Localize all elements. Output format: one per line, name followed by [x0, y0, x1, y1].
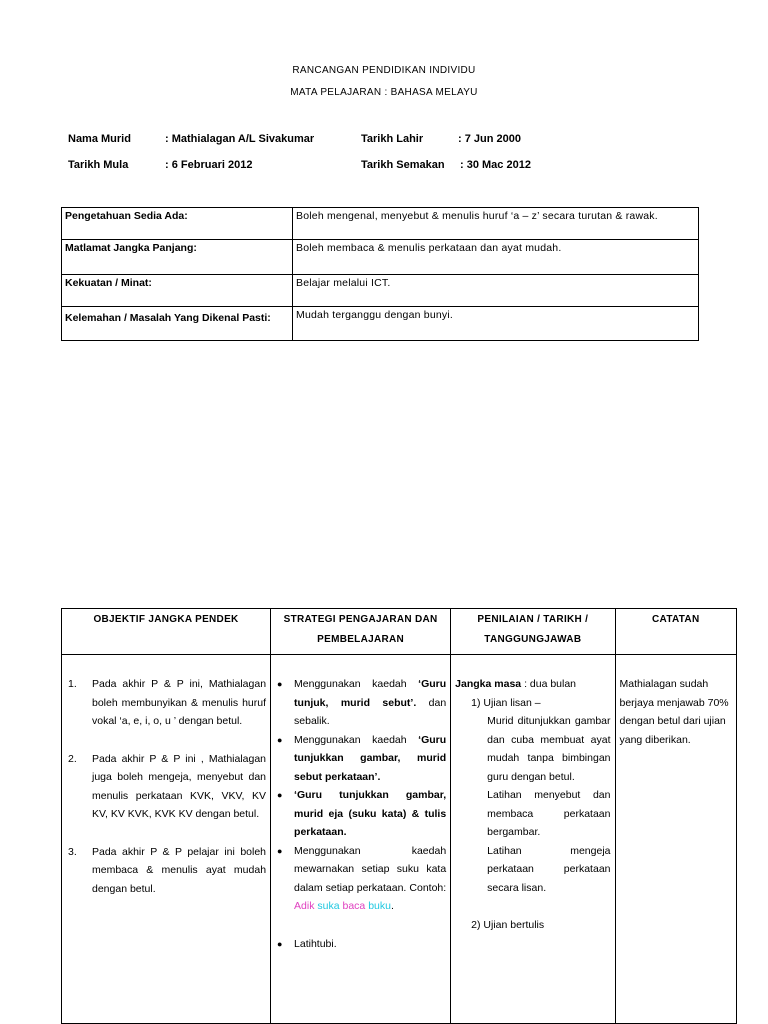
assessment-text: Latihan mengeja perkataan perkataan secara lisan. [487, 844, 611, 894]
bullet-icon: ● [277, 734, 283, 745]
profile-value: Belajar melalui ICT. [293, 275, 699, 307]
subject-title: MATA PELAJARAN : BAHASA MELAYU [290, 87, 478, 98]
strategy-text: Menggunakan kaedah mewarnakan setiap suku kata dalam setiap perkataan. Contoh: [294, 844, 447, 894]
example-word: buku [368, 900, 391, 912]
bullet-icon: ● [277, 938, 283, 949]
header-notes: CATATAN [615, 609, 737, 655]
profile-value: Boleh membaca & menulis perkataan dan ayat mudah. [293, 240, 699, 275]
lesson-plan-table [61, 608, 737, 1024]
strategy-method: ‘Guru tunjuk, murid sebut’. [294, 678, 447, 709]
plan-body-row [62, 655, 737, 1024]
strategy-item [275, 935, 446, 954]
profile-value: Boleh mengenal, menyebut & menulis huruf ‘a – z’ secara turutan & rawak. [293, 208, 699, 240]
example-word: Adik [294, 900, 315, 912]
profile-label: Matlamat Jangka Panjang: [62, 240, 293, 275]
objective-text: Pada akhir P & P ini, Mathialagan boleh membunyikan & menulis huruf vokal ‘a, e, i, o, u ’ dengan betul. [92, 678, 267, 727]
profile-row [62, 208, 699, 240]
objective-number: 1. [68, 678, 77, 690]
objective-number: 2. [68, 752, 77, 765]
assessment-title: 2) Ujian bertulis [471, 919, 545, 931]
name-value: : Mathialagan A/L Sivakumar [165, 133, 315, 145]
assessment-cell [451, 655, 615, 1024]
objective-number: 3. [68, 845, 77, 858]
objective-text: Pada akhir P & P ini , Mathialagan juga boleh mengeja, menyebut dan menulis perkataan KVK, VKV, KV KV, KV KVK, KVK KV dengan betul. [92, 752, 267, 820]
bullet-icon: ● [277, 845, 283, 856]
duration-label: Jangka masa [455, 678, 522, 690]
objective-item [66, 843, 266, 899]
strategy-item [275, 731, 446, 787]
header-objective: OBJEKTIF JANGKA PENDEK [62, 609, 271, 655]
strategy-text: . [390, 900, 394, 912]
notes-text: Mathialagan sudah berjaya menjawab 70% dengan betul dari ujian yang diberikan. [619, 678, 729, 746]
assessment-text: Latihan menyebut dan membaca perkataan bergambar. [487, 789, 611, 838]
bullet-icon: ● [277, 679, 283, 689]
plan-header-row [62, 609, 737, 655]
duration-value: : dua bulan [524, 678, 577, 690]
start-date-label: Tarikh Mula [68, 159, 129, 171]
objectives-cell [62, 655, 271, 1024]
profile-label: Kelemahan / Masalah Yang Dikenal Pasti: [62, 307, 293, 341]
objective-item [66, 750, 266, 824]
strategy-text: Menggunakan kaedah [294, 733, 419, 746]
objective-text: Pada akhir P & P pelajar ini boleh membaca & menulis ayat mudah dengan betul. [92, 845, 267, 895]
profile-label: Pengetahuan Sedia Ada: [62, 208, 293, 240]
notes-cell [615, 655, 737, 1024]
profile-value: Mudah terganggu dengan bunyi. [293, 307, 699, 341]
name-label: Nama Murid [68, 133, 131, 145]
strategy-method: ‘Guru tunjukkan gambar, murid eja (suku kata) & tulis perkataan. [294, 789, 447, 838]
student-profile-table [61, 207, 699, 341]
assessment-title: 1) Ujian lisan – [471, 696, 541, 709]
objective-item [66, 675, 266, 731]
profile-row [62, 240, 699, 275]
strategy-text: Menggunakan kaedah [294, 678, 419, 690]
duration [455, 675, 610, 694]
review-date-value: : 30 Mac 2012 [460, 159, 531, 171]
strategy-item [275, 675, 446, 731]
header-assessment: PENILAIAN / TARIKH / TANGGUNGJAWAB [451, 609, 615, 655]
strategy-item [275, 842, 446, 916]
dob-value: : 7 Jun 2000 [458, 133, 521, 145]
example-word: baca [342, 900, 366, 912]
strategy-item [275, 786, 446, 842]
assessment-text: Murid ditunjukkan gambar dan cuba membuat ayat mudah tanpa bimbingan guru dengan betul. [487, 715, 611, 783]
profile-row [62, 275, 699, 307]
profile-label: Kekuatan / Minat: [62, 275, 293, 307]
start-date-value: : 6 Februari 2012 [165, 159, 253, 171]
strategy-text: Latihtubi. [294, 937, 337, 950]
example-word: suka [317, 900, 340, 912]
profile-row [62, 307, 699, 341]
strategy-text: dan sebalik. [294, 696, 447, 727]
review-date-label: Tarikh Semakan [361, 159, 445, 171]
bullet-icon: ● [277, 790, 283, 800]
header-strategy: STRATEGI PENGAJARAN DAN PEMBELAJARAN [271, 609, 451, 655]
dob-label: Tarikh Lahir [361, 133, 424, 145]
strategy-cell [271, 655, 451, 1024]
strategy-method: ‘Guru tunjukkan gambar, murid sebut perkataan’. [294, 733, 447, 783]
document-title: RANCANGAN PENDIDIKAN INDIVIDU [292, 65, 476, 76]
